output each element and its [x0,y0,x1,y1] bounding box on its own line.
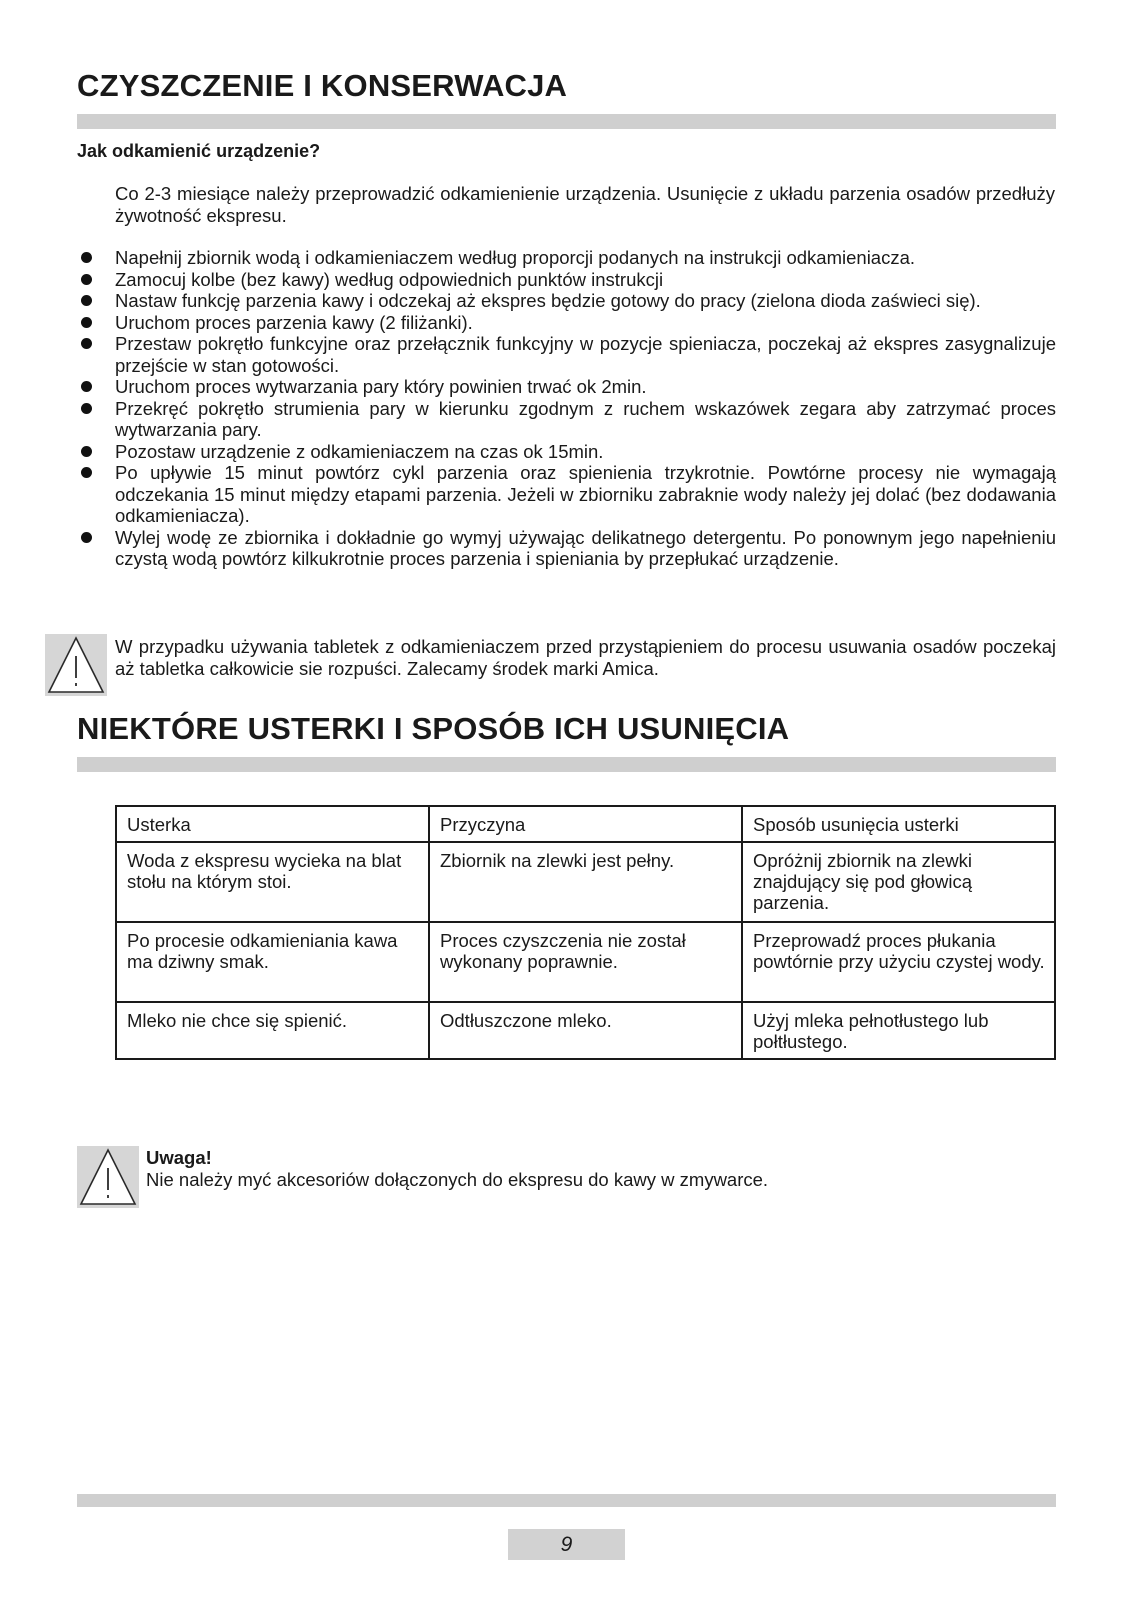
list-item: Nastaw funkcję parzenia kawy i odczekaj aż ekspres będzie gotowy do pracy (zielona dioda zaświeci się). [79,290,1056,312]
faults-table [115,805,1056,1060]
table-cell: Odtłuszczone mleko. [429,1002,742,1059]
list-item: Uruchom proces wytwarzania pary który powinien trwać ok 2min. [79,376,1056,398]
list-item: Uruchom proces parzenia kawy (2 filiżanki). [79,312,1056,334]
notice-text: Nie należy myć akcesoriów dołączonych do ekspresu do kawy w zmywarce. [146,1169,769,1190]
table-cell: Użyj mleka pełnotłustego lub połtłustego. [742,1002,1055,1059]
bullet-dot-icon [81,532,92,543]
table-cell: Proces czyszczenia nie został wykonany poprawnie. [429,922,742,1002]
list-item: Przestaw pokrętło funkcyjne oraz przełącznik funkcyjny w pozycje spieniacza, poczekaj aż ekspres zasygnalizuje przejście w stan gotowości. [79,333,1056,376]
bullet-dot-icon [81,317,92,328]
descaling-steps-list [79,247,1056,570]
list-item: Zamocuj kolbe (bez kawy) według odpowiednich punktów instrukcji [79,269,1056,291]
section-divider-bar [77,114,1056,129]
bullet-dot-icon [81,274,92,285]
section-divider-bar [77,757,1056,772]
list-item: Pozostaw urządzenie z odkamieniaczem na czas ok 15min. [79,441,1056,463]
bullet-dot-icon [81,338,92,349]
section-title-cleaning: CZYSZCZENIE I KONSERWACJA [77,68,568,103]
column-header-fault: Usterka [116,806,429,842]
bullet-dot-icon [81,252,92,263]
footer-divider-bar [77,1494,1056,1507]
bullet-dot-icon [81,381,92,392]
list-item: Wylej wodę ze zbiornika i dokładnie go wymyj używając delikatnego detergentu. Po ponownym jego napełnieniu czystą wodą powtórz kilkukrotnie proces parzenia i spieniania by przepłukać urządzenie. [79,527,1056,570]
list-item: Po upływie 15 minut powtórz cykl parzenia oraz spienienia trzykrotnie. Powtórne procesy nie wymagają odczekania 15 minut między etapami parzenia. Jeżeli w zbiorniku zabraknie wody należy jej dolać (bez dodawania odkamieniacza). [79,462,1056,527]
table-cell: Po procesie odkamieniania kawa ma dziwny smak. [116,922,429,1002]
table-row [116,842,1055,922]
section-title-faults: NIEKTÓRE USTERKI I SPOSÓB ICH USUNIĘCIA [77,711,790,746]
page-number: 9 [508,1529,625,1560]
table-header-row [116,806,1055,842]
bullet-dot-icon [81,446,92,457]
warning-triangle-icon [45,634,107,696]
column-header-cause: Przyczyna [429,806,742,842]
table-row [116,922,1055,1002]
column-header-remedy: Sposób usunięcia usterki [742,806,1055,842]
table-cell: Zbiornik na zlewki jest pełny. [429,842,742,922]
warning-triangle-icon [77,1146,139,1208]
table-cell: Opróżnij zbiornik na zlewki znajdujący się pod głowicą parzenia. [742,842,1055,922]
list-item: Przekręć pokrętło strumienia pary w kierunku zgodnym z ruchem wskazówek zegara aby zatrzymać proces wytwarzania pary. [79,398,1056,441]
list-item: Napełnij zbiornik wodą i odkamieniaczem według proporcji podanych na instrukcji odkamieniacza. [79,247,1056,269]
table-cell: Woda z ekspresu wycieka na blat stołu na którym stoi. [116,842,429,922]
table-cell: Przeprowadź proces płukania powtórnie przy użyciu czystej wody. [742,922,1055,1002]
descaling-intro: Co 2-3 miesiące należy przeprowadzić odkamienienie urządzenia. Usunięcie z układu parzenia osadów przedłuży żywotność ekspresu. [115,183,1055,226]
descaling-warning-text: W przypadku używania tabletek z odkamieniaczem przed przystąpieniem do procesu usuwania osadów poczekaj aż tabletka całkowicie sie rozpuści. Zalecamy środek marki Amica. [115,636,1056,679]
descaling-subtitle: Jak odkamienić urządzenie? [77,141,321,161]
bullet-dot-icon [81,403,92,414]
bullet-dot-icon [81,295,92,306]
notice-title: Uwaga! [146,1147,212,1168]
table-row [116,1002,1055,1059]
table-cell: Mleko nie chce się spienić. [116,1002,429,1059]
bullet-dot-icon [81,467,92,478]
